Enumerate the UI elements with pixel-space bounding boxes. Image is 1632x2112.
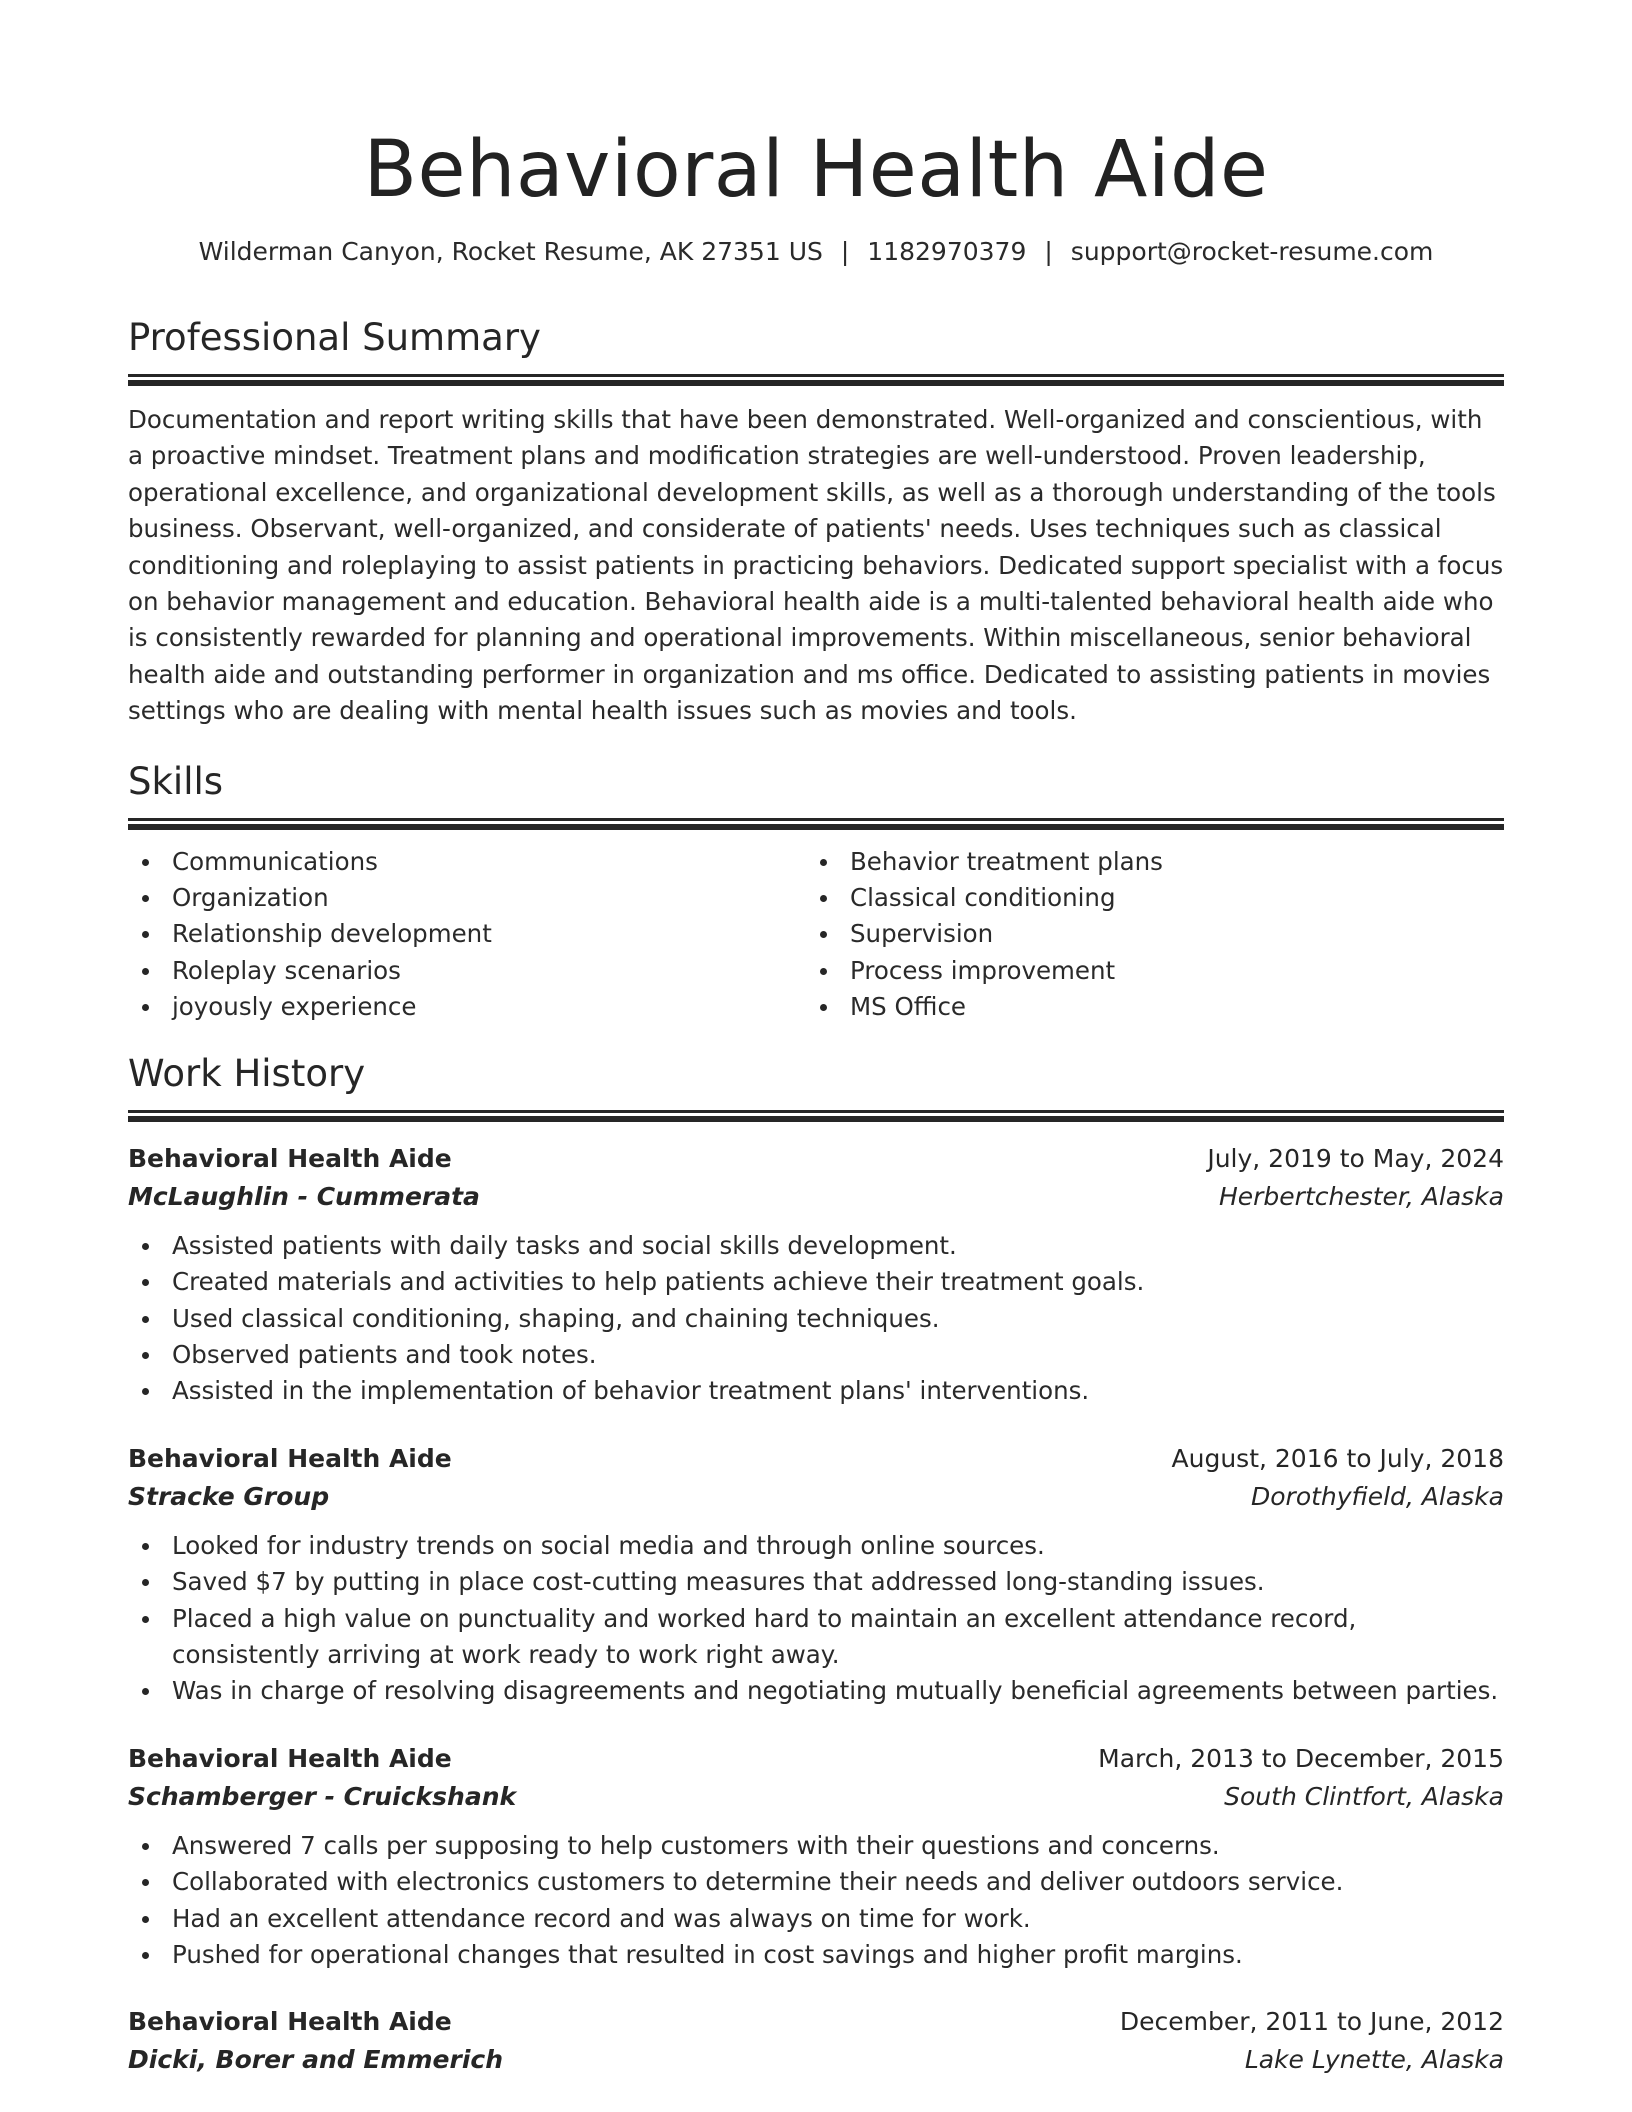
job-entry bbox=[128, 2003, 1504, 2079]
job-bullet: Assisted in the implementation of behavior treatment plans' interventions. bbox=[128, 1373, 1504, 1409]
contact-address: Wilderman Canyon, Rocket Resume, AK 27351 US bbox=[198, 237, 823, 266]
section-divider-thin bbox=[128, 1110, 1504, 1113]
skills-column-left bbox=[128, 844, 806, 1026]
job-title: Behavioral Health Aide bbox=[128, 1743, 452, 1773]
section-divider-thick bbox=[128, 1116, 1504, 1122]
skill-item: MS Office bbox=[806, 989, 1484, 1025]
job-entry bbox=[128, 1440, 1504, 1710]
section-divider-thick bbox=[128, 380, 1504, 386]
skill-item: Roleplay scenarios bbox=[128, 953, 806, 989]
resume-page bbox=[128, 118, 1504, 2079]
job-header bbox=[128, 1440, 1504, 1478]
job-bullet: Observed patients and took notes. bbox=[128, 1337, 1504, 1373]
job-bullet: Saved $7 by putting in place cost-cutting measures that addressed long-standing issues. bbox=[128, 1564, 1504, 1600]
skills-section bbox=[128, 758, 1504, 1026]
skill-item: Supervision bbox=[806, 916, 1484, 952]
section-title-skills: Skills bbox=[128, 759, 224, 803]
job-bullet: Assisted patients with daily tasks and social skills development. bbox=[128, 1228, 1504, 1264]
section-divider-thin bbox=[128, 818, 1504, 821]
job-bullet: Pushed for operational changes that resulted in cost savings and higher profit margins. bbox=[128, 1937, 1504, 1973]
job-bullet: Placed a high value on punctuality and worked hard to maintain an excellent attendance record, consistently arriving at work ready to work right away. bbox=[128, 1601, 1504, 1674]
job-bullet: Looked for industry trends on social media and through online sources. bbox=[128, 1528, 1504, 1564]
job-bullet: Had an excellent attendance record and was always on time for work. bbox=[128, 1901, 1504, 1937]
job-location: Dorothyfield, Alaska bbox=[1251, 1481, 1504, 1511]
job-location: South Clintfort, Alaska bbox=[1224, 1781, 1504, 1811]
professional-summary-section bbox=[128, 314, 1504, 730]
contact-separator: | bbox=[1044, 237, 1053, 266]
job-title: Behavioral Health Aide bbox=[128, 1143, 452, 1173]
job-bullets bbox=[128, 1528, 1504, 1710]
job-bullet: Created materials and activities to help patients achieve their treatment goals. bbox=[128, 1264, 1504, 1300]
skill-item: Relationship development bbox=[128, 916, 806, 952]
section-title-work: Work History bbox=[128, 1051, 366, 1095]
job-dates: March, 2013 to December, 2015 bbox=[1098, 1743, 1504, 1773]
job-dates: August, 2016 to July, 2018 bbox=[1171, 1443, 1504, 1473]
work-history-section bbox=[128, 1050, 1504, 2080]
contact-separator: | bbox=[840, 237, 850, 266]
skill-item: Process improvement bbox=[806, 953, 1484, 989]
section-divider-thin bbox=[128, 374, 1504, 377]
job-bullet: Answered 7 calls per supposing to help customers with their questions and concerns. bbox=[128, 1828, 1504, 1864]
job-title: Behavioral Health Aide bbox=[128, 1443, 452, 1473]
job-subheader bbox=[128, 1178, 1504, 1216]
job-title: Behavioral Health Aide bbox=[128, 2007, 452, 2037]
job-bullet: Was in charge of resolving disagreements and negotiating mutually beneficial agreements between parties. bbox=[128, 1673, 1504, 1709]
section-title-summary: Professional Summary bbox=[128, 316, 541, 359]
section-divider-thick bbox=[128, 824, 1504, 830]
job-entry bbox=[128, 1140, 1504, 1410]
job-company: Stracke Group bbox=[128, 1481, 330, 1511]
job-bullets bbox=[128, 1228, 1504, 1410]
job-location: Herbertchester, Alaska bbox=[1218, 1181, 1504, 1211]
job-location: Lake Lynette, Alaska bbox=[1244, 2045, 1504, 2075]
job-header bbox=[128, 1140, 1504, 1178]
summary-text: Documentation and report writing skills that have been demonstrated. Well-organized and conscientious, with a proactive mindset. Treatment plans and modification strategies are well-understood. Proven leadership, operational excellence, and organizational development skills, as well as a thorough understanding of the tools business. Observant, well-organized, and considerate of patients' needs. Uses techniques such as classical conditioning and roleplaying to assist patients in practicing behaviors. Dedicated support specialist with a focus on behavior management and education. Behavioral health aide is a multi-talented behavioral health aide who is consistently rewarded for planning and operational improvements. Within miscellaneous, senior behavioral health aide and outstanding performer in organization and ms office. Dedicated to assisting patients in movies settings who are dealing with mental health issues such as movies and tools. bbox=[128, 405, 1504, 726]
skill-item: Communications bbox=[128, 844, 806, 880]
job-company: Schamberger - Cruickshank bbox=[128, 1781, 517, 1811]
skills-column-right bbox=[806, 844, 1484, 1026]
skill-item: Organization bbox=[128, 880, 806, 916]
job-subheader bbox=[128, 1778, 1504, 1816]
job-subheader bbox=[128, 1478, 1504, 1516]
job-company: McLaughlin - Cummerata bbox=[128, 1181, 480, 1211]
job-company: Dicki, Borer and Emmerich bbox=[128, 2045, 503, 2075]
job-entry bbox=[128, 1740, 1504, 1974]
contact-line bbox=[128, 234, 1504, 270]
job-header bbox=[128, 2003, 1504, 2041]
skill-item: joyously experience bbox=[128, 989, 806, 1025]
job-header bbox=[128, 1740, 1504, 1778]
job-bullet: Collaborated with electronics customers to determine their needs and deliver outdoors service. bbox=[128, 1864, 1504, 1900]
contact-phone: 1182970379 bbox=[867, 237, 1027, 266]
resume-name: Behavioral Health Aide bbox=[363, 125, 1269, 215]
job-dates: December, 2011 to June, 2012 bbox=[1119, 2007, 1504, 2037]
skill-item: Behavior treatment plans bbox=[806, 844, 1484, 880]
skill-item: Classical conditioning bbox=[806, 880, 1484, 916]
job-subheader bbox=[128, 2041, 1504, 2079]
job-dates: July, 2019 to May, 2024 bbox=[1207, 1143, 1504, 1173]
skills-list bbox=[128, 844, 1504, 1026]
job-bullets bbox=[128, 1828, 1504, 1974]
job-bullet: Used classical conditioning, shaping, and chaining techniques. bbox=[128, 1301, 1504, 1337]
contact-email: support@rocket-resume.com bbox=[1070, 237, 1434, 266]
